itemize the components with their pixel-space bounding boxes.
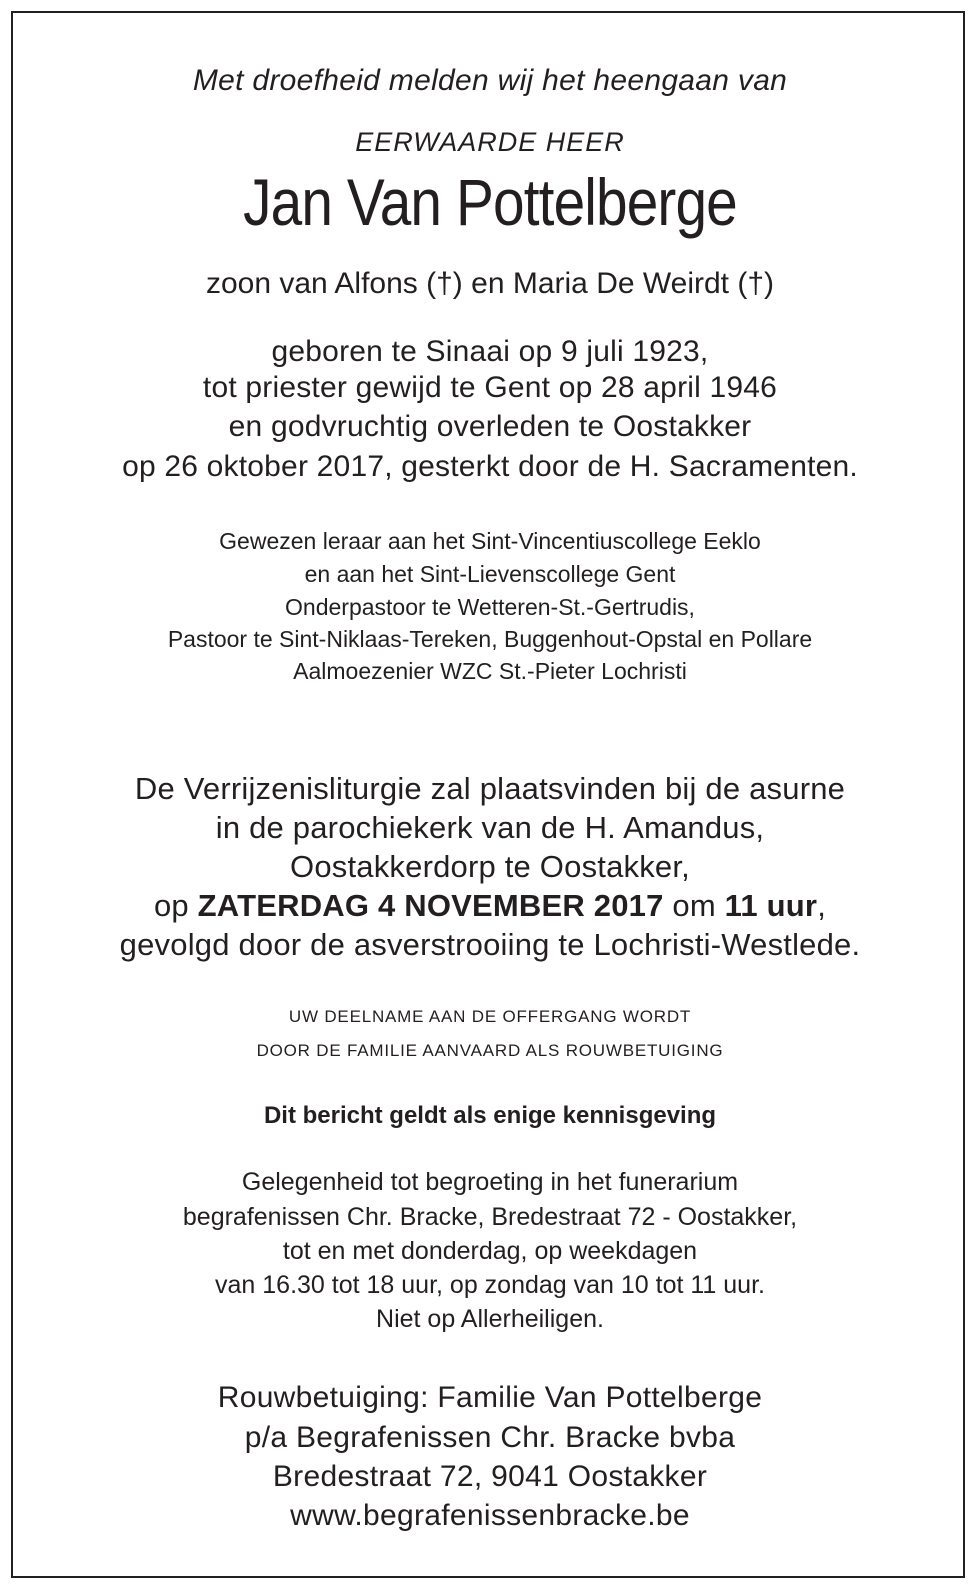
service-line: Oostakkerdorp te Oostakker, [290,849,690,884]
offering-line: UW DEELNAME AAN DE OFFERGANG WORDT [288,1007,692,1026]
service-line: gevolgd door de asverstrooiing te Lochristi-Westlede. [119,927,861,962]
visitation-line: begrafenissen Chr. Bracke, Bredestraat 72 - Oostakker, [182,1203,798,1231]
service-line: in de parochiekerk van de H. Amandus, [215,810,765,845]
contact-line: p/a Begrafenissen Chr. Bracke bvba [244,1421,736,1454]
career-line: Aalmoezenier WZC St.-Pieter Lochristi [293,658,687,684]
career-line: Pastoor te Sint-Niklaas-Tereken, Buggenhout-Opstal en Pollare [167,626,813,652]
notice-line: Dit bericht geldt als enige kennisgeving [263,1102,717,1129]
visitation-line: Niet op Allerheiligen. [376,1305,604,1333]
bio-line: geboren te Sinaai op 9 juli 1923, [271,335,709,368]
date-prefix: op [153,888,198,923]
intro-text: Met droefheid melden wij het heengaan van [192,64,788,97]
service-date-line [0,890,980,921]
contact-line: Rouwbetuiging: Familie Van Pottelberge [217,1381,763,1414]
service-date: ZATERDAG 4 NOVEMBER 2017 [197,888,664,923]
offering-line: DOOR DE FAMILIE AANVAARD ALS ROUWBETUIGING [256,1041,724,1060]
deceased-name: Jan Van Pottelberge [243,165,737,239]
website-line: www.begrafenissenbracke.be [290,1499,690,1532]
visitation-line: tot en met donderdag, op weekdagen [282,1237,698,1265]
bio-line: op 26 oktober 2017, gesterkt door de H. Sacramenten. [122,450,858,483]
honorific: EERWAARDE HEER [355,127,625,157]
visitation-line: Gelegenheid tot begroeting in het funerarium [241,1168,739,1196]
time-prefix: om [663,888,725,923]
bio-line: tot priester gewijd te Gent op 28 april 1946 [202,371,778,404]
bio-line: en godvruchtig overleden te Oostakker [228,410,752,443]
career-line: en aan het Sint-Lievenscollege Gent [304,561,676,587]
visitation-line: van 16.30 tot 18 uur, op zondag van 10 tot 11 uur. [215,1271,765,1299]
contact-line: Bredestraat 72, 9041 Oostakker [272,1460,708,1493]
time-suffix: , [817,888,827,923]
career-line: Onderpastoor te Wetteren-St.-Gertrudis, [285,594,695,620]
career-line: Gewezen leraar aan het Sint-Vincentiuscollege Eeklo [219,528,761,554]
service-time: 11 uur [724,888,818,923]
parents-line: zoon van Alfons (†) en Maria De Weirdt (†) [205,267,775,300]
service-line: De Verrijzenisliturgie zal plaatsvinden bij de asurne [134,771,846,806]
